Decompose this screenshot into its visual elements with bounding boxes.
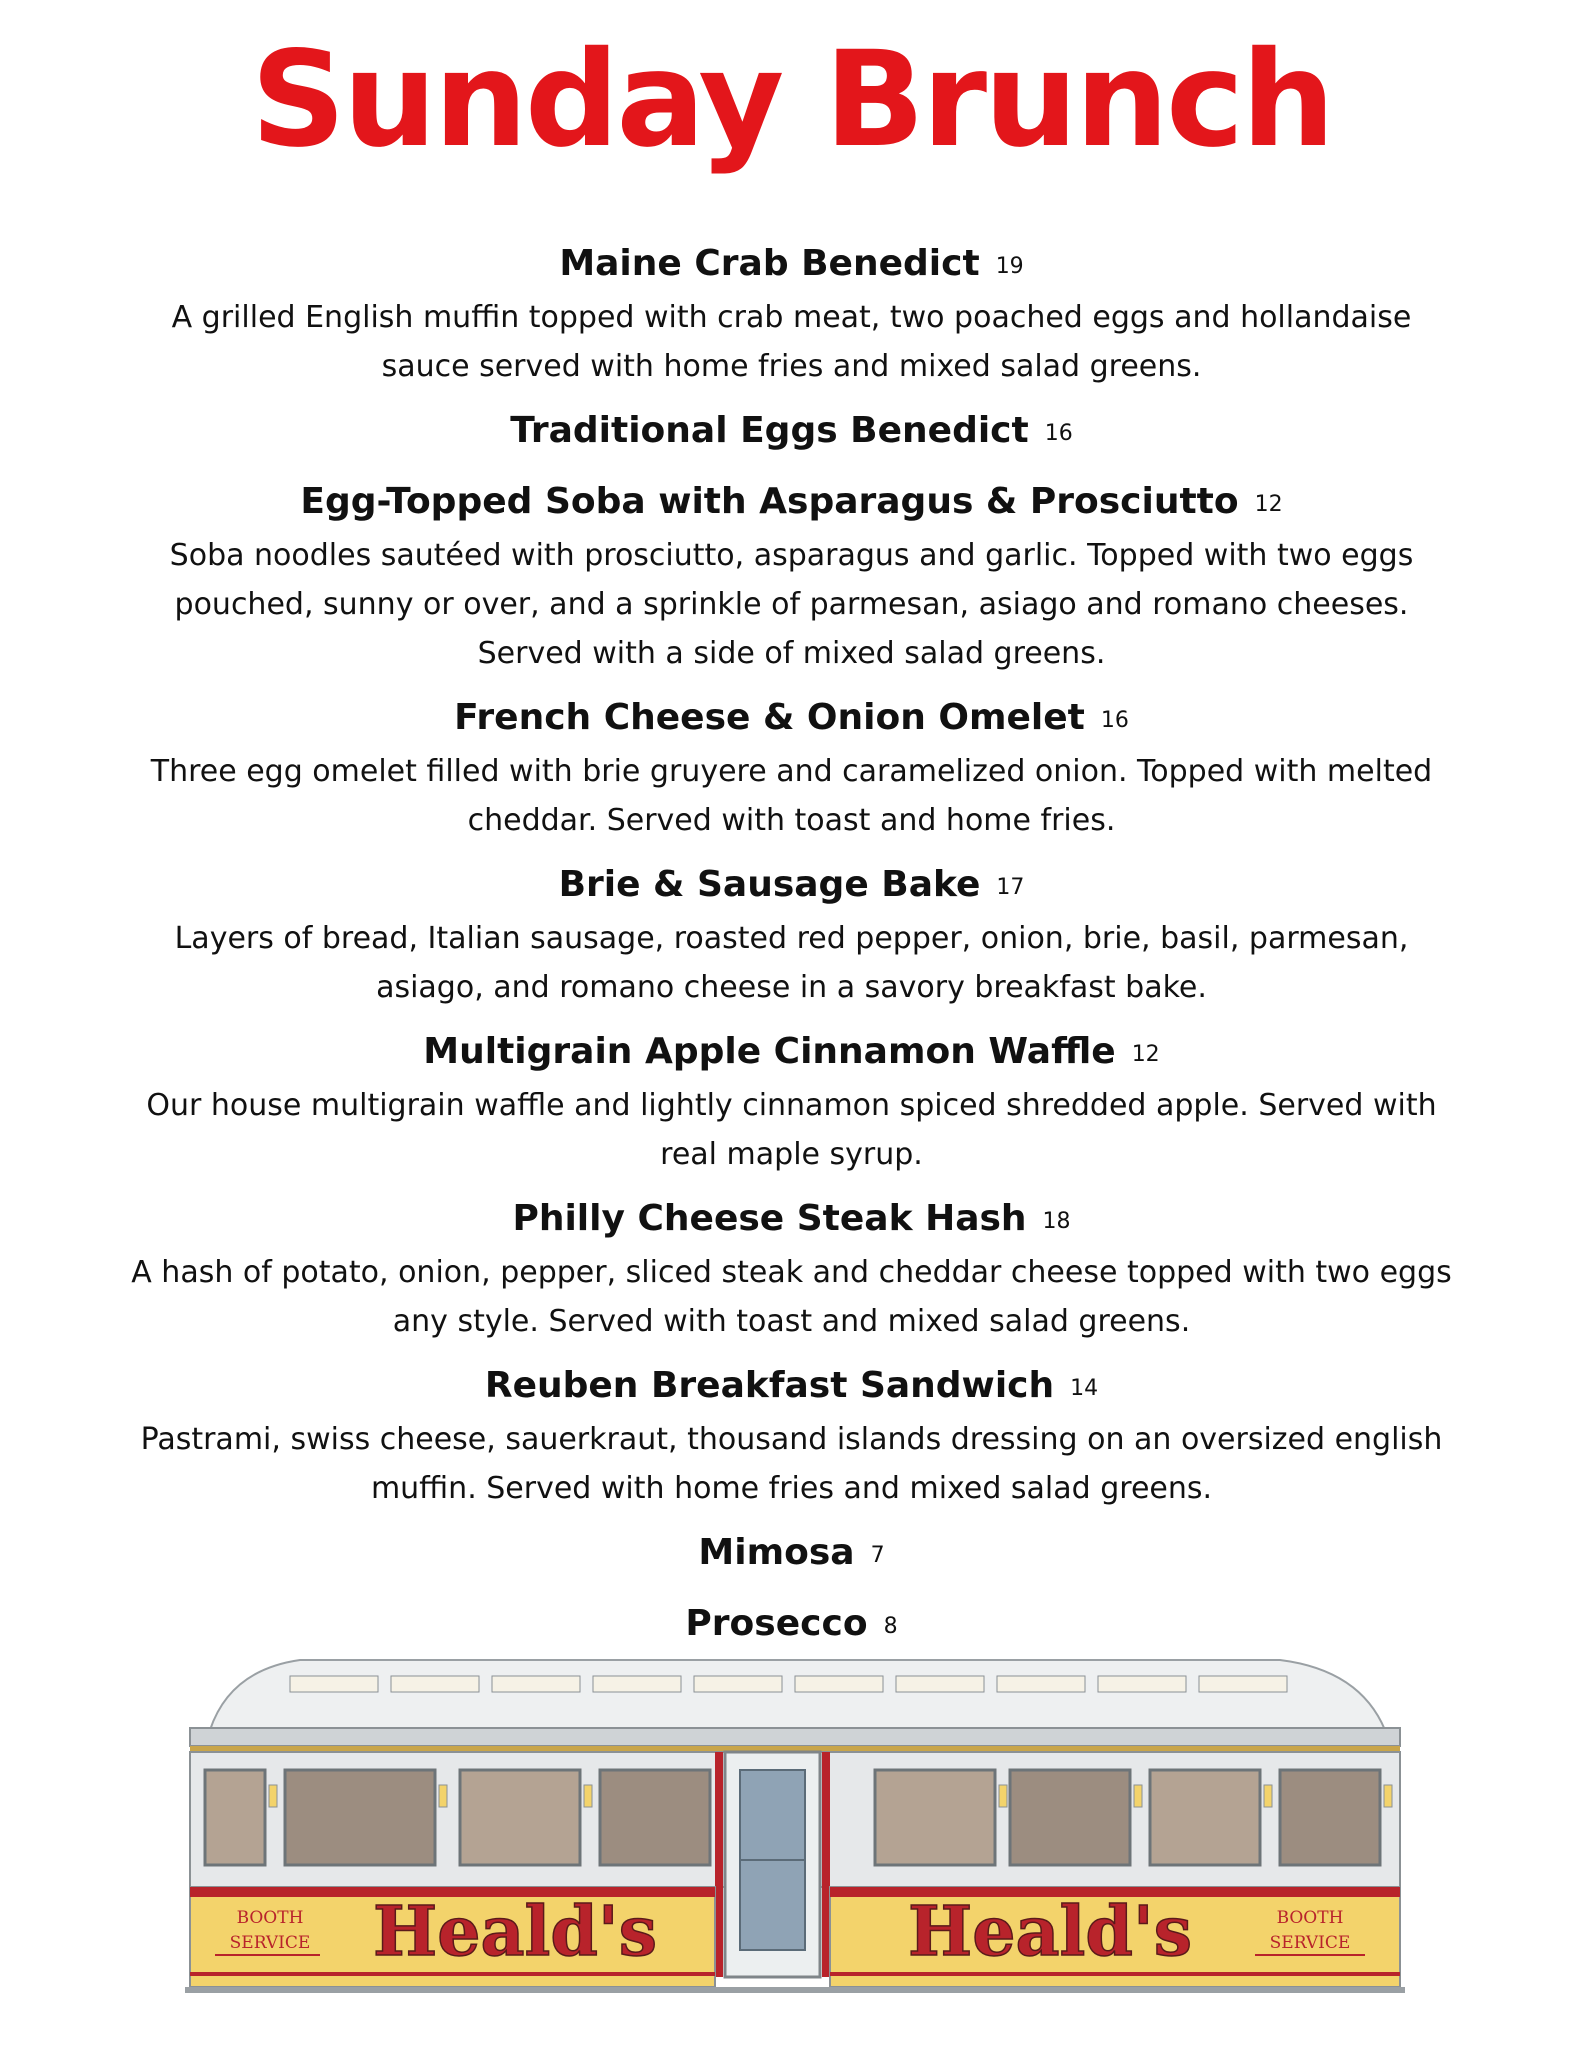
description-line: Served with a side of mixed salad greens. xyxy=(477,636,1106,671)
roof-trim xyxy=(190,1728,1400,1746)
diner-base xyxy=(185,1987,1405,1993)
description-line: Our house multigrain waffle and lightly cinnamon spiced shredded apple. Served with xyxy=(146,1088,1437,1123)
diner-window xyxy=(205,1770,265,1865)
diner-window xyxy=(1010,1770,1130,1865)
menu-item xyxy=(120,1598,1463,1653)
roof-vent xyxy=(896,1676,984,1692)
wall-lamp xyxy=(1134,1785,1142,1807)
menu-item-name: Egg-Topped Soba with Asparagus & Prosciutto xyxy=(300,481,1239,522)
booth-text-right-bottom: SERVICE xyxy=(1269,1933,1351,1953)
menu-item xyxy=(120,692,1463,845)
description-line: cheddar. Served with toast and home fries. xyxy=(467,803,1116,838)
wall-lamp xyxy=(584,1785,592,1807)
roof-vent xyxy=(290,1676,378,1692)
diner-window xyxy=(1150,1770,1260,1865)
menu-item-price: 16 xyxy=(1100,708,1129,733)
wall-lamp xyxy=(439,1785,447,1807)
menu-item-header xyxy=(120,1193,1463,1248)
menu-item-description xyxy=(120,531,1463,678)
diner-window xyxy=(285,1770,435,1865)
roof-vent xyxy=(391,1676,479,1692)
menu-item-name: Reuben Breakfast Sandwich xyxy=(484,1365,1055,1406)
menu-item-price: 17 xyxy=(996,875,1025,900)
booth-text-left-bottom: SERVICE xyxy=(229,1933,311,1953)
menu-item-header xyxy=(120,1026,1463,1081)
menu-item-price: 7 xyxy=(870,1543,885,1568)
menu-item-name: Mimosa xyxy=(698,1532,855,1573)
menu-item-header xyxy=(120,1527,1463,1582)
wall-lamp xyxy=(269,1785,277,1807)
menu-item-price: 12 xyxy=(1254,492,1283,517)
wall-lamp xyxy=(1384,1785,1392,1807)
menu-item xyxy=(120,476,1463,678)
diner-window xyxy=(1280,1770,1380,1865)
menu-item-header xyxy=(120,476,1463,531)
description-line: Three egg omelet filled with brie gruyere and caramelized onion. Topped with melted xyxy=(150,754,1433,789)
roof-vent xyxy=(694,1676,782,1692)
description-line: real maple syrup. xyxy=(660,1137,923,1172)
menu-item-price: 8 xyxy=(883,1614,898,1639)
menu-item-price: 12 xyxy=(1131,1042,1160,1067)
roof-vent xyxy=(1199,1676,1287,1692)
page-title: Sunday Brunch xyxy=(250,23,1333,177)
menu-item-name: Prosecco xyxy=(685,1603,868,1644)
menu-item-header xyxy=(120,692,1463,747)
diner-window xyxy=(460,1770,580,1865)
roof-vent xyxy=(997,1676,1085,1692)
menu-item-price: 14 xyxy=(1070,1376,1099,1401)
diner-window xyxy=(875,1770,995,1865)
menu-item xyxy=(120,1360,1463,1513)
description-line: Soba noodles sautéed with prosciutto, asparagus and garlic. Topped with two eggs xyxy=(169,538,1414,573)
menu-item xyxy=(120,405,1463,460)
description-line: pouched, sunny or over, and a sprinkle of parmesan, asiago and romano cheeses. xyxy=(174,587,1409,622)
menu-item xyxy=(120,238,1463,391)
menu-item-name: Brie & Sausage Bake xyxy=(558,864,981,905)
roof-vent xyxy=(795,1676,883,1692)
diner-sign-left: Heald's xyxy=(372,1892,658,1972)
diner-sign-right: Heald's xyxy=(907,1892,1193,1972)
description-line: any style. Served with toast and mixed salad greens. xyxy=(392,1304,1191,1339)
menu-item-header xyxy=(120,238,1463,293)
menu-item-description xyxy=(120,1248,1463,1346)
menu-item-header xyxy=(120,859,1463,914)
menu-item-description xyxy=(120,1081,1463,1179)
menu-item-price: 19 xyxy=(995,254,1024,279)
roof-vent xyxy=(1098,1676,1186,1692)
menu-item-header xyxy=(120,1598,1463,1653)
menu-item-price: 16 xyxy=(1044,421,1073,446)
menu-list xyxy=(120,238,1463,1669)
booth-text-right-top: BOOTH xyxy=(1276,1908,1344,1928)
menu-item-name: Multigrain Apple Cinnamon Waffle xyxy=(423,1031,1116,1072)
description-line: Layers of bread, Italian sausage, roasted red pepper, onion, brie, basil, parmesan, xyxy=(174,921,1409,956)
menu-item-name: Maine Crab Benedict xyxy=(559,243,980,284)
diner-roof xyxy=(210,1660,1385,1730)
description-line: Pastrami, swiss cheese, sauerkraut, thousand islands dressing on an oversized english xyxy=(140,1422,1443,1457)
roof-vent xyxy=(492,1676,580,1692)
diner-window xyxy=(600,1770,710,1865)
menu-item-description xyxy=(120,914,1463,1012)
description-line: muffin. Served with home fries and mixed salad greens. xyxy=(370,1471,1213,1506)
booth-text-left-top: BOOTH xyxy=(236,1908,304,1928)
menu-item-price: 18 xyxy=(1042,1209,1071,1234)
description-line: asiago, and romano cheese in a savory breakfast bake. xyxy=(376,970,1207,1005)
menu-item-description xyxy=(120,747,1463,845)
description-line: A grilled English muffin topped with crab meat, two poached eggs and hollandaise xyxy=(171,300,1412,335)
menu-item-header xyxy=(120,405,1463,460)
menu-item-description xyxy=(120,293,1463,391)
menu-item-name: French Cheese & Onion Omelet xyxy=(454,697,1085,738)
roof-vent xyxy=(593,1676,681,1692)
diner-illustration xyxy=(170,1650,1420,1995)
menu-item xyxy=(120,859,1463,1012)
menu-item-description xyxy=(120,1415,1463,1513)
description-line: sauce served with home fries and mixed salad greens. xyxy=(381,349,1202,384)
wall-lamp xyxy=(999,1785,1007,1807)
description-line: A hash of potato, onion, pepper, sliced steak and cheddar cheese topped with two eggs xyxy=(131,1255,1452,1290)
menu-item-name: Traditional Eggs Benedict xyxy=(510,410,1029,451)
wall-lamp xyxy=(1264,1785,1272,1807)
menu-item xyxy=(120,1026,1463,1179)
menu-item xyxy=(120,1527,1463,1582)
menu-item-name: Philly Cheese Steak Hash xyxy=(512,1198,1027,1239)
menu-item-header xyxy=(120,1360,1463,1415)
menu-item xyxy=(120,1193,1463,1346)
